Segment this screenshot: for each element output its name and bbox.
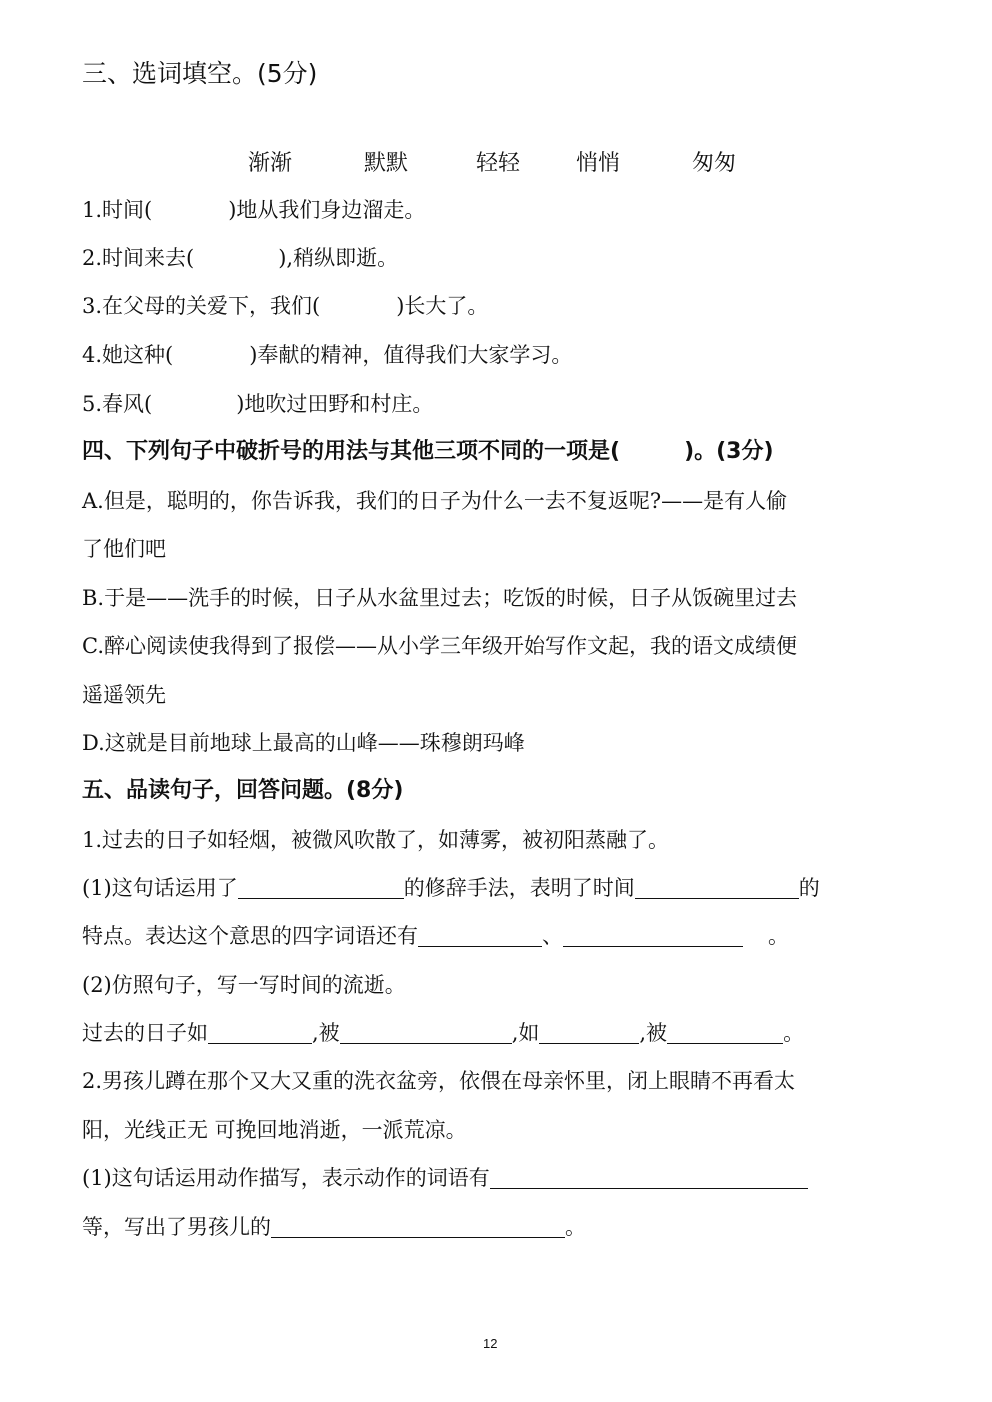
word-bank-item: 轻轻 [476,151,521,176]
answer-line[interactable] [418,924,542,947]
question-5-3-line2: 等，写出了男孩儿的 。 [82,1215,586,1239]
question-5-1-line1: (1)这句话运用了 的修辞手法，表明了时间 的 [82,876,820,900]
page-number: 12 [483,1336,498,1351]
question-3: 3.在父母的关爱下，我们( )长大了。 [82,294,489,318]
answer-line: 。 [768,924,789,948]
answer-line[interactable] [539,1021,639,1044]
sentence-2-line2: 阳，光线正无 可挽回地消逝，一派荒凉。 [82,1118,467,1142]
option-a-line2: 了他们吧 [82,537,166,561]
question-2: 2.时间来去( ),稍纵即逝。 [82,246,399,270]
section3-title: 三、选词填空。(5分) [82,59,318,88]
answer-line[interactable] [238,876,404,899]
answer-line[interactable] [635,876,799,899]
word-bank-item: 悄悄 [576,151,621,176]
sentence-1: 1.过去的日子如轻烟，被微风吹散了，如薄雾，被初阳蒸融了。 [82,828,670,852]
option-c-line2: 遥遥领先 [82,683,166,707]
answer-line[interactable] [208,1021,312,1044]
question-5-1-line2: 特点。表达这个意思的四字词语还有 、 [82,922,743,950]
question-5-2: (2)仿照句子，写一写时间的流逝。 [82,973,406,997]
section4-title: 四、下列句子中破折号的用法与其他三项不同的一项是( )。(3分) [82,439,774,464]
answer-line[interactable] [667,1021,783,1044]
question-5-3-line1: (1)这句话运用动作描写，表示动作的词语有 [82,1164,808,1192]
word-bank-item: 匆匆 [692,151,737,176]
option-a-line1: A.但是，聪明的，你告诉我，我们的日子为什么一去不复返呢?——是有人偷 [82,489,788,513]
answer-line[interactable] [340,1021,512,1044]
question-5: 5.春风( )地吹过田野和村庄。 [82,392,434,416]
option-d: D.这就是目前地球上最高的山峰——珠穆朗玛峰 [82,731,525,755]
question-1: 1.时间( )地从我们身边溜走。 [82,198,426,222]
option-b: B.于是——洗手的时候，日子从水盆里过去；吃饭的时候，日子从饭碗里过去 [82,586,798,610]
word-bank-item: 渐渐 [248,151,293,176]
answer-line[interactable] [563,924,743,947]
option-c-line1: C.醉心阅读使我得到了报偿——从小学三年级开始写作文起，我的语文成绩便 [82,634,797,658]
section5-title: 五、品读句子，回答问题。(8分) [82,778,404,803]
answer-line[interactable] [271,1215,565,1238]
answer-line[interactable] [490,1166,808,1189]
question-4: 4.她这种( )奉献的精神，值得我们大家学习。 [82,343,573,367]
imitation-line: 过去的日子如 ,被 ,如 ,被 。 [82,1021,805,1045]
word-bank-item: 默默 [364,151,409,176]
sentence-2-line1: 2.男孩儿蹲在那个又大又重的洗衣盆旁，依偎在母亲怀里，闭上眼睛不再看太 [82,1069,796,1093]
